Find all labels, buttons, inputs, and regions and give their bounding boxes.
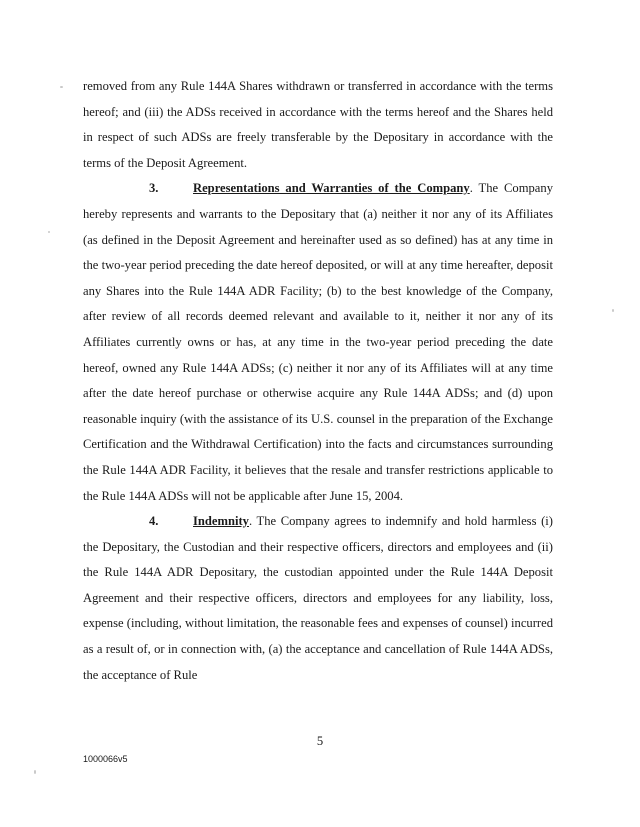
- section-4-paragraph: [83, 509, 553, 688]
- section-3-paragraph: [83, 176, 553, 509]
- scan-speck: [34, 770, 36, 774]
- scan-speck: [60, 86, 63, 88]
- document-id: 1000066v5: [83, 754, 128, 764]
- page-number: 5: [316, 734, 324, 748]
- body-text: [83, 74, 553, 688]
- scan-speck: [48, 231, 50, 233]
- scan-speck: [612, 309, 614, 312]
- section-4-number: 4.: [149, 514, 159, 529]
- section-4-heading: Indemnity: [193, 514, 249, 529]
- section-3-number: 3.: [149, 181, 159, 196]
- section-3-body: . The Company hereby represents and warrants to the Depositary that (a) neither it nor any of its Affiliates (as defined in the Deposit Agreement and hereinafter used as so defined) has at any time in the two-year period preceding the date hereof deposited, or will at any time hereafter, deposit any Shares into the Rule 144A ADR Facility; (b) to the best knowledge of the Company, after review of all records deemed relevant and available to it, neither it nor any of its Affiliates currently owns or has, at any time in the two-year period preceding the date hereof, owned any Rule 144A ADSs; (c) neither it nor any of its Affiliates will at any time after the date hereof purchase or otherwise acquire any Rule 144A ADSs; and (d) upon reasonable inquiry (with the assistance of its U.S. counsel in the preparation of the Exchange Certification and the Withdrawal Certification) into the facts and circumstances surrounding the Rule 144A ADR Facility, it believes that the resale and transfer restrictions applicable to the Rule 144A ADSs will not be applicable after June 15, 2004.: [83, 181, 553, 503]
- section-3-heading: Representations and Warranties of the Company: [193, 181, 470, 196]
- continuation-paragraph: removed from any Rule 144A Shares withdrawn or transferred in accordance with the terms hereof; and (iii) the ADSs received in accordance with the terms hereof and the Shares held in respect of such ADSs are freely transferable by the Depositary in accordance with the terms of the Deposit Agreement.: [83, 79, 553, 170]
- section-4-body: . The Company agrees to indemnify and hold harmless (i) the Depositary, the Custodian and their respective officers, directors and employees and (ii) the Rule 144A ADR Depositary, the custodian appointed under the Rule 144A Deposit Agreement and their respective officers, directors and employees for any liability, loss, expense (including, without limitation, the reasonable fees and expenses of counsel) incurred as a result of, or in connection with, (a) the acceptance and cancellation of Rule 144A ADSs, the acceptance of Rule: [83, 514, 553, 682]
